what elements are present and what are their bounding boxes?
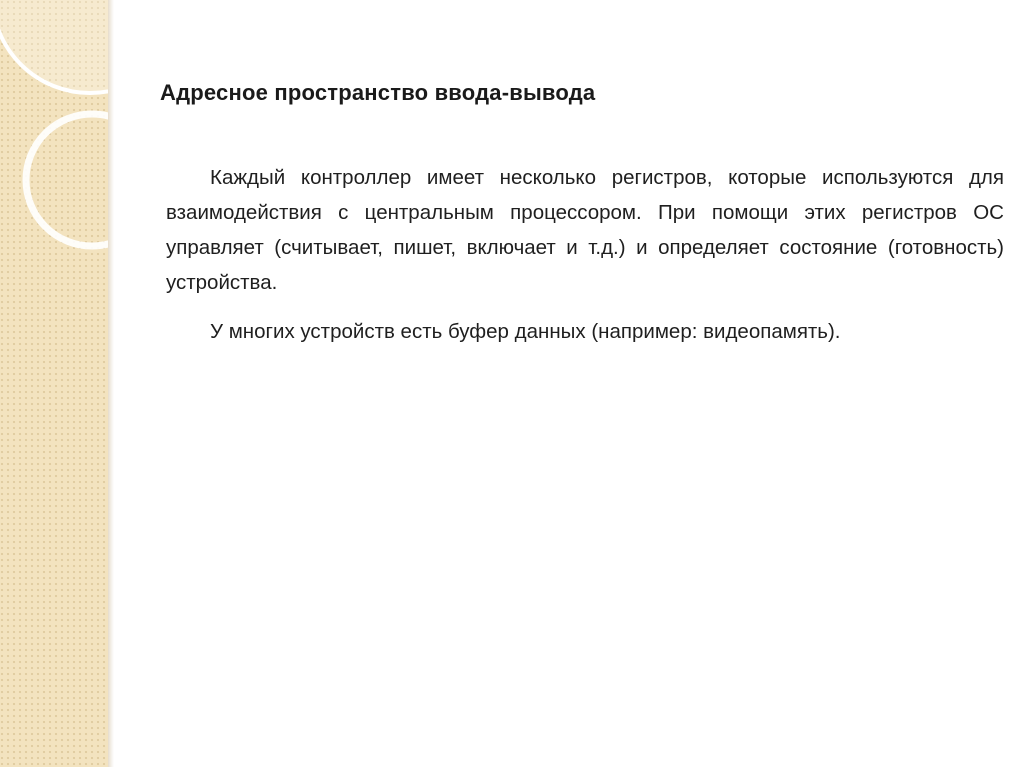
slide-title: Адресное пространство ввода-вывода [160, 80, 596, 105]
paragraph-buffer: У многих устройств есть буфер данных (например: видеопамять). [210, 320, 841, 343]
paragraph-registers: Каждый контроллер имеет несколько регистров, которые используются для взаимодействия с центральным процессором. При помощи этих регистров ОС управляет (считывает, пишет, включает и т.д.) и определяет состояние (готовность) устройства. [166, 166, 1004, 294]
slide-body [166, 160, 1004, 363]
decorative-circles [0, 0, 108, 767]
decorative-circle-ring [26, 114, 108, 246]
decorative-side-panel [0, 0, 108, 767]
decorative-circle-large [0, 0, 108, 93]
panel-edge-shadow [108, 0, 114, 767]
